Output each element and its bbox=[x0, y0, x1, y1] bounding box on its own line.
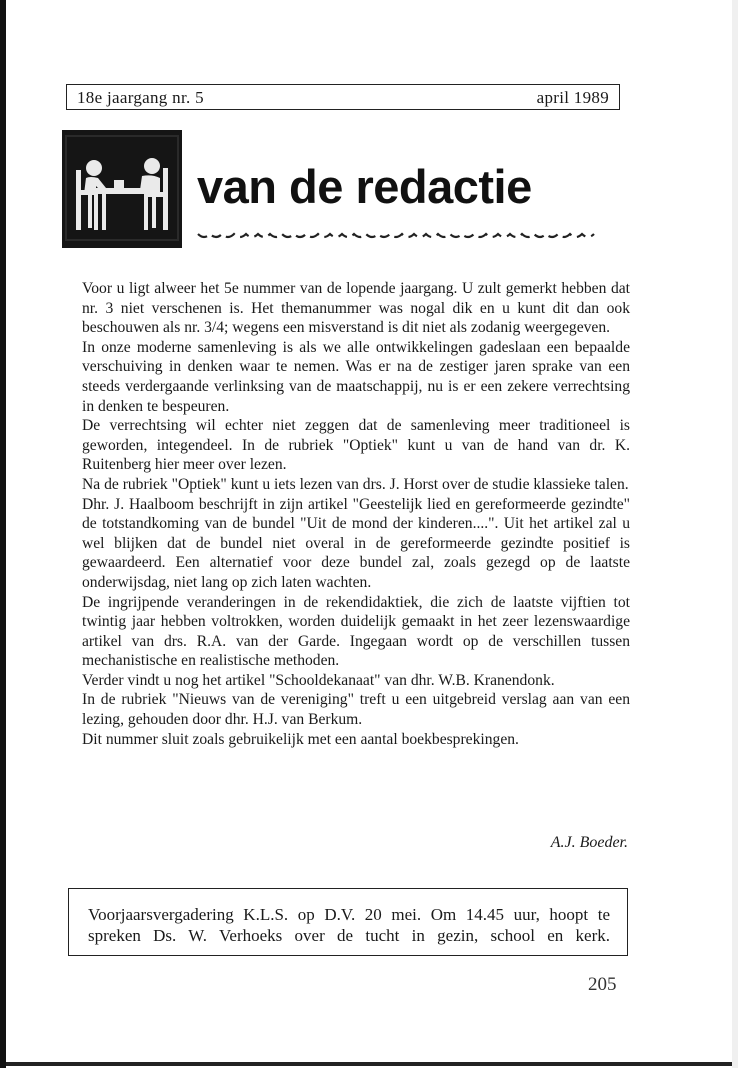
scan-edge-bottom bbox=[6, 1062, 732, 1066]
body-paragraph: Dhr. J. Haalboom beschrijft in zijn artikel "Geestelijk lied en gereformeerde gezindte" de totstandkoming van de bundel "Uit de mond der kinderen....". Uit het artikel zal u wel blijken dat de bundel niet overal in de gereformeerde gezindte positief is gewaardeerd. Een alternatief voor deze bundel zal, zoals gezegd op de laatste onderwijsdag, niet lang op zich laten wachten. bbox=[82, 495, 630, 591]
scan-edge-right bbox=[732, 0, 738, 1068]
editorial-body bbox=[82, 279, 630, 749]
body-paragraph: In onze moderne samenleving is als we alle ontwikkelingen gadeslaan een bepaalde verschuiving in denken waar te nemen. Was er na de zestiger jaren sprake van een steeds verdergaande verlinksing van de maatschappij, nu is er een zekere verrechtsing in denken te bespeuren. bbox=[82, 338, 630, 415]
page-title: van de redactie bbox=[197, 160, 532, 213]
wavy-underline-decoration bbox=[196, 230, 598, 242]
body-paragraph: De ingrijpende veranderingen in de rekendidaktiek, die zich de laatste vijftien tot twintig jaar hebben voltrokken, worden duidelijk gemaakt in het zeer lezenswaardige artikel van drs. R.A. van der Garde. Ingegaan wordt op de verschillen tussen mechanistische en realistische methoden. bbox=[82, 593, 630, 670]
body-paragraph: De verrechtsing wil echter niet zeggen dat de samenleving meer traditioneel is geworden, integendeel. In de rubriek "Optiek" kunt u van de hand van dr. K. Ruitenberg hier meer over lezen. bbox=[82, 417, 630, 474]
body-paragraph: Verder vindt u nog het artikel "Schooldekanaat" van dhr. W.B. Kranendonk. bbox=[82, 671, 555, 689]
body-paragraph: Na de rubriek "Optiek" kunt u iets lezen van drs. J. Horst over de studie klassieke talen. bbox=[82, 475, 629, 493]
body-paragraph: Voor u ligt alweer het 5e nummer van de lopende jaargang. U zult gemerkt hebben dat nr. 3 niet verschenen is. Het themanummer was nogal dik en u kunt dit dan ook beschouwen als nr. 3/4; wegens een misverstand is dit niet als zodanig weergegeven. bbox=[82, 280, 630, 337]
page-number: 205 bbox=[588, 974, 617, 995]
body-paragraph: In de rubriek "Nieuws van de vereniging" treft u een uitgebreid verslag aan van een lezing, gehouden door dhr. H.J. van Berkum. bbox=[82, 691, 630, 729]
notice-text: Voorjaarsvergadering K.L.S. op D.V. 20 mei. Om 14.45 uur, hoopt te spreken Ds. W. Verhoeks over de tucht in gezin, school en kerk. bbox=[88, 905, 610, 945]
volume-label: 18e jaargang nr. 5 bbox=[77, 88, 204, 107]
scan-edge-left bbox=[0, 0, 6, 1068]
issue-header bbox=[66, 84, 620, 110]
two-people-at-table-icon bbox=[62, 130, 182, 248]
author-signature: A.J. Boeder. bbox=[550, 834, 628, 851]
issue-date: april 1989 bbox=[536, 88, 609, 107]
body-paragraph: Dit nummer sluit zoals gebruikelijk met een aantal boekbesprekingen. bbox=[82, 730, 519, 748]
